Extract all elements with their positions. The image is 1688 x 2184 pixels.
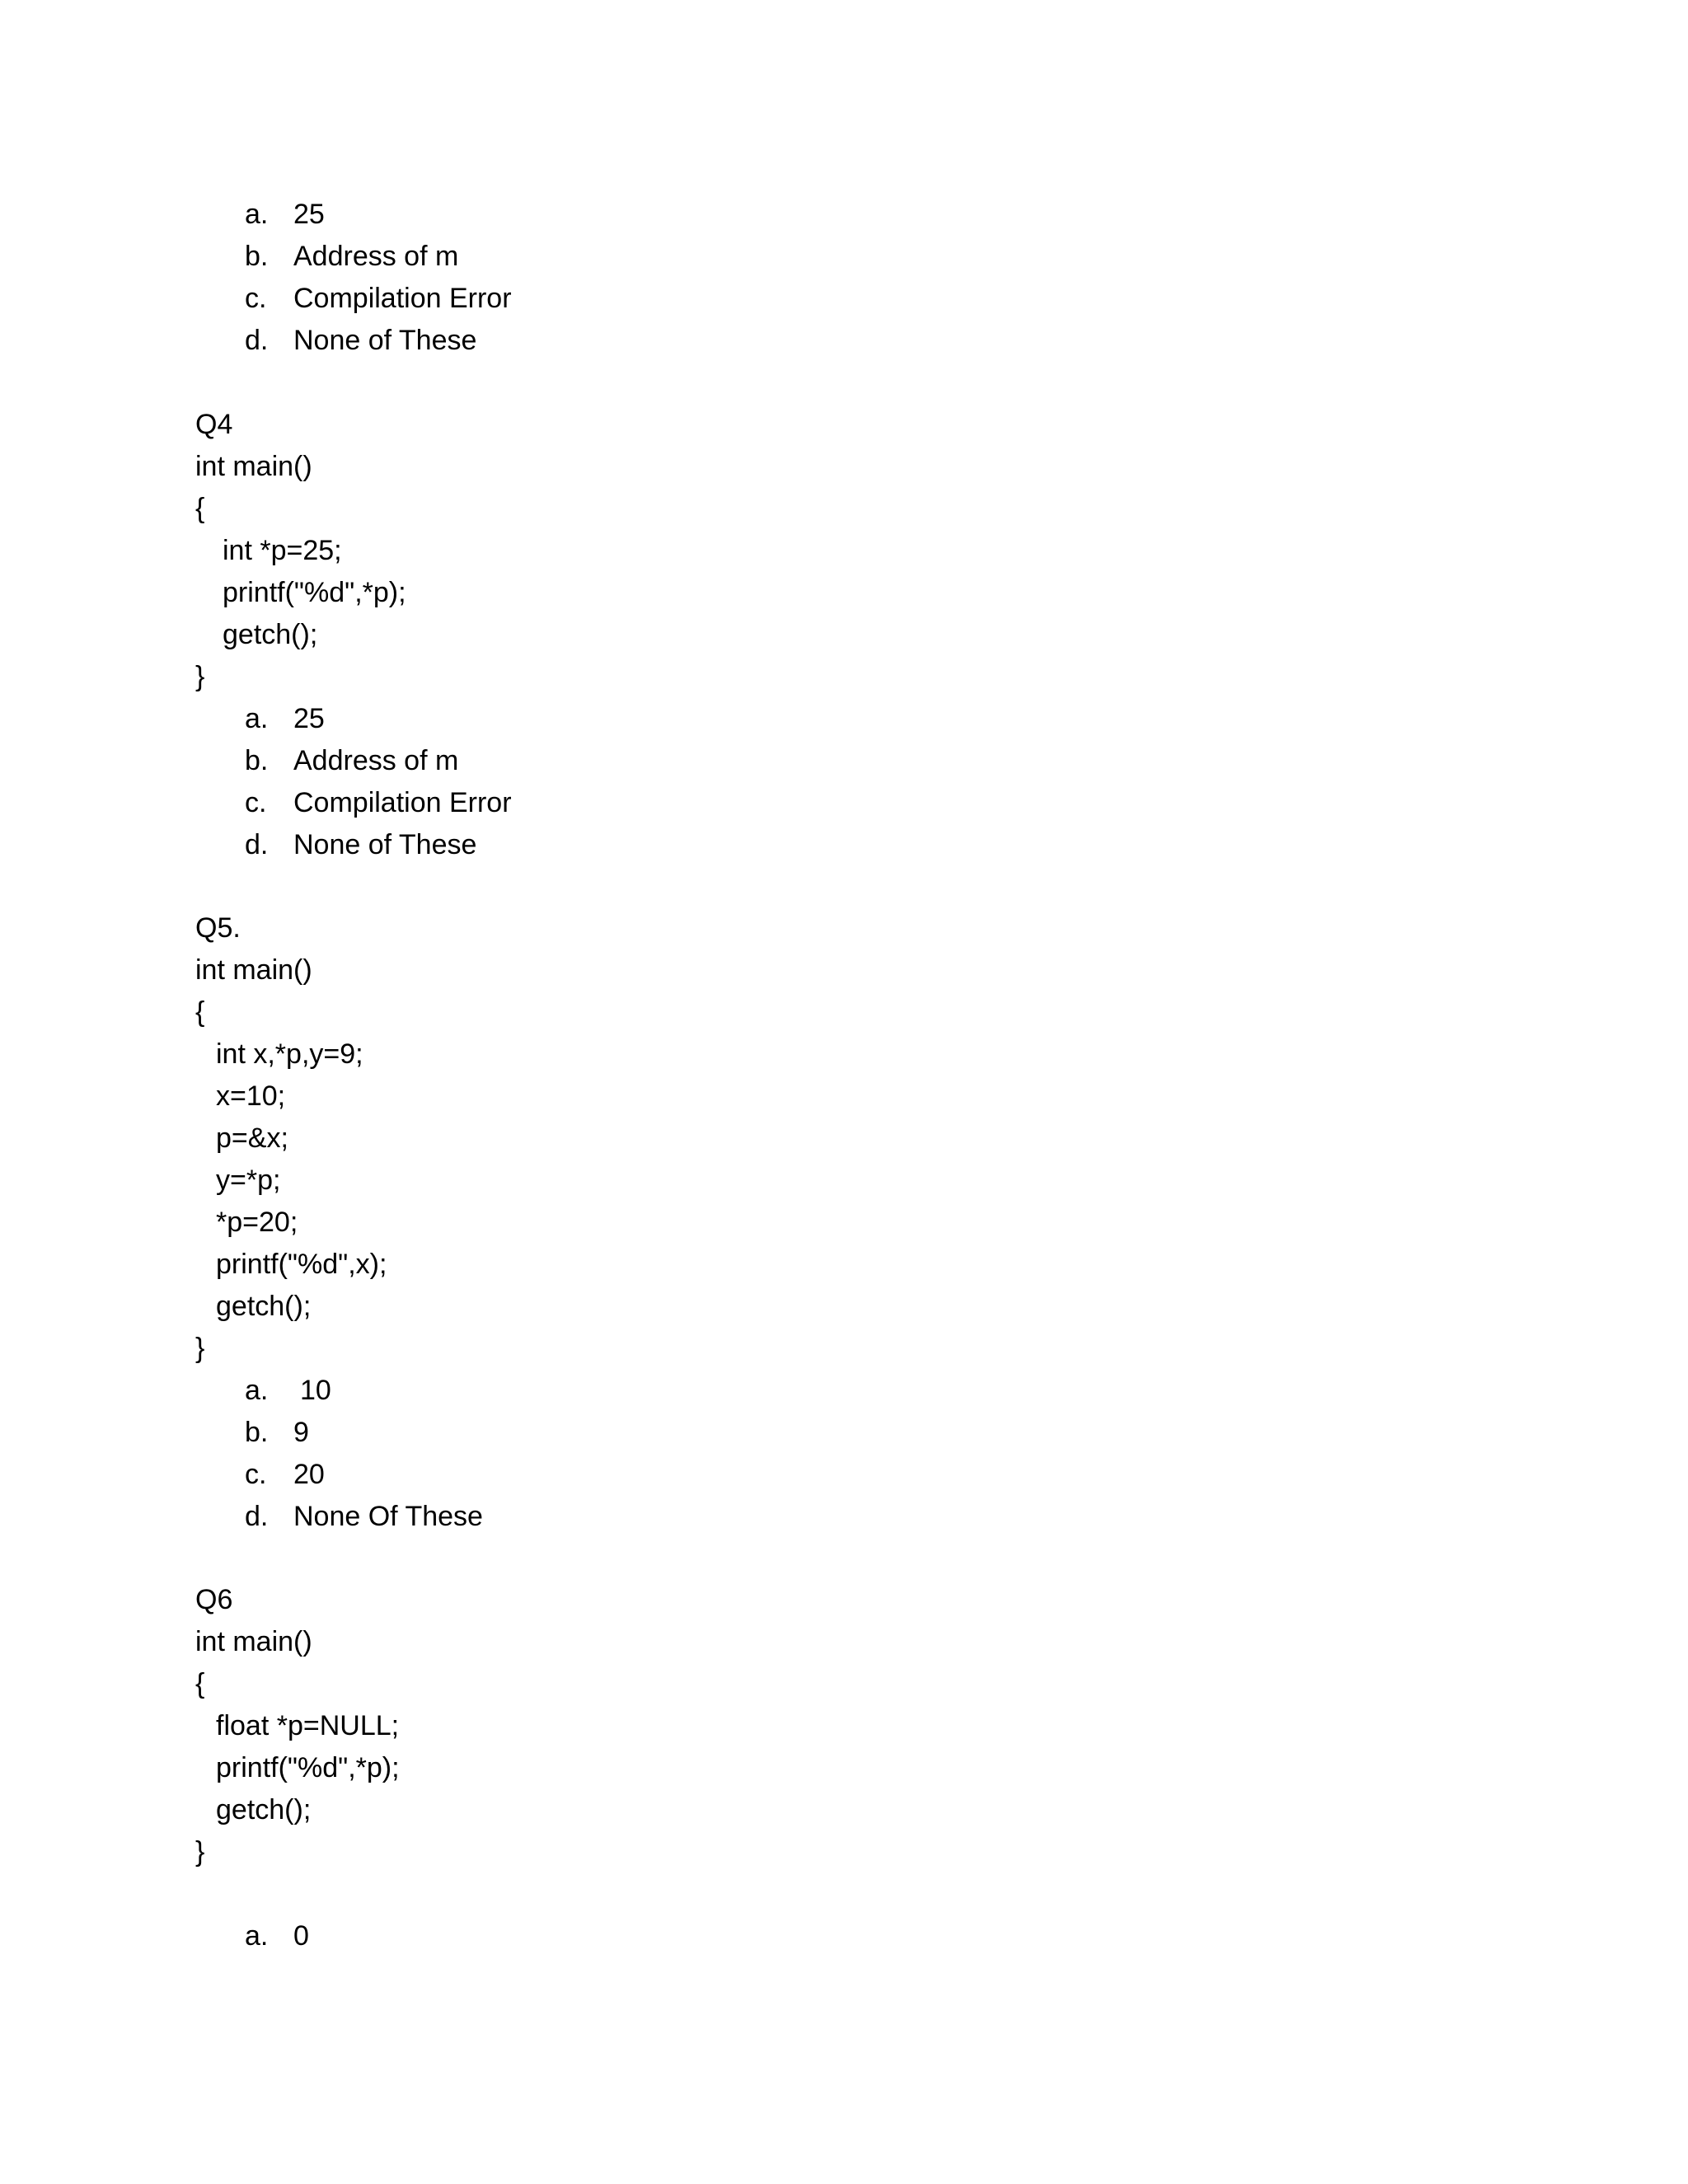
- code-line: float *p=NULL;: [216, 1710, 400, 1741]
- option-text: 25: [293, 703, 325, 734]
- option-letter: b.: [245, 241, 269, 272]
- code-line: }: [195, 661, 205, 692]
- option-letter: d.: [245, 325, 269, 356]
- option-text: 10: [300, 1375, 331, 1406]
- option-letter: a.: [245, 1375, 269, 1406]
- option-letter: a.: [245, 1920, 269, 1952]
- option-letter: c.: [245, 787, 267, 818]
- code-line: int main(): [195, 954, 312, 986]
- code-line: printf("%d",*p);: [216, 1752, 400, 1783]
- code-line: x=10;: [216, 1080, 286, 1112]
- option-letter: b.: [245, 745, 269, 776]
- option-letter: b.: [245, 1417, 269, 1448]
- code-line: getch();: [223, 619, 318, 650]
- option-text: None of These: [293, 325, 477, 356]
- question-label: Q5.: [195, 912, 241, 944]
- code-line: y=*p;: [216, 1165, 281, 1196]
- code-line: *p=20;: [216, 1207, 298, 1238]
- option-letter: a.: [245, 703, 269, 734]
- option-text: Address of m: [293, 241, 459, 272]
- option-letter: c.: [245, 1459, 267, 1490]
- option-letter: a.: [245, 199, 269, 230]
- option-letter: d.: [245, 1501, 269, 1532]
- option-text: 25: [293, 199, 325, 230]
- code-line: {: [195, 1668, 205, 1699]
- option-text: Address of m: [293, 745, 459, 776]
- option-text: Compilation Error: [293, 283, 512, 314]
- option-text: None Of These: [293, 1501, 483, 1532]
- code-line: printf("%d",x);: [216, 1249, 387, 1280]
- code-line: int main(): [195, 1626, 312, 1657]
- code-line: int x,*p,y=9;: [216, 1038, 363, 1070]
- question-label: Q6: [195, 1584, 233, 1615]
- code-line: int *p=25;: [223, 535, 342, 566]
- code-line: int main(): [195, 451, 312, 482]
- option-text: 0: [293, 1920, 309, 1952]
- code-line: getch();: [216, 1291, 312, 1322]
- code-line: {: [195, 493, 205, 524]
- code-line: p=&x;: [216, 1122, 288, 1154]
- question-label: Q4: [195, 409, 233, 440]
- option-text: 20: [293, 1459, 325, 1490]
- code-line: }: [195, 1333, 205, 1364]
- option-text: None of These: [293, 829, 477, 860]
- code-line: {: [195, 996, 205, 1028]
- code-line: printf("%d",*p);: [223, 577, 406, 608]
- code-line: getch();: [216, 1794, 312, 1825]
- option-letter: c.: [245, 283, 267, 314]
- option-text: Compilation Error: [293, 787, 512, 818]
- code-line: }: [195, 1836, 205, 1868]
- option-text: 9: [293, 1417, 309, 1448]
- option-letter: d.: [245, 829, 269, 860]
